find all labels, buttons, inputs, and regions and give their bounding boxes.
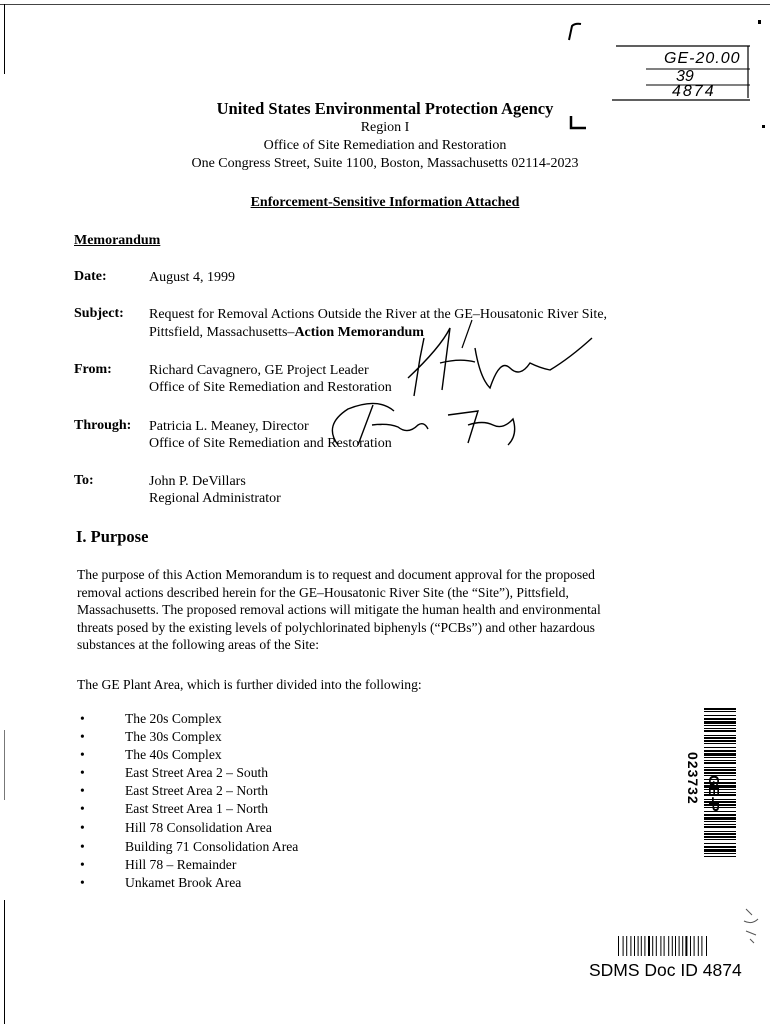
scan-edge-top bbox=[0, 4, 770, 5]
barcode-bar bbox=[704, 824, 736, 825]
list-item-text: East Street Area 2 – North bbox=[125, 783, 269, 798]
list-item-text: East Street Area 2 – South bbox=[125, 765, 269, 780]
signature-through bbox=[318, 395, 528, 455]
stamp-line-2: 39 bbox=[676, 68, 694, 85]
barcode-bar bbox=[704, 743, 736, 744]
sdms-doc-id: SDMS Doc ID 4874 bbox=[589, 960, 742, 980]
list-item-text: Unkamet Brook Area bbox=[125, 875, 242, 890]
paragraph-line: Massachusetts. The proposed removal actions will mitigate the human health and environmental bbox=[77, 602, 601, 618]
barcode-bar bbox=[704, 856, 736, 857]
barcode-bar bbox=[704, 735, 736, 736]
barcode-bar bbox=[704, 715, 736, 716]
list-item-text: The 30s Complex bbox=[125, 729, 222, 744]
barcode-bar bbox=[704, 769, 736, 771]
barcode-bar bbox=[704, 767, 736, 768]
barcode-bar bbox=[704, 817, 736, 820]
barcode-bar bbox=[638, 936, 639, 956]
subject-label: Subject: bbox=[74, 306, 124, 321]
barcode-bar bbox=[685, 936, 687, 956]
list-item-text: The 20s Complex bbox=[125, 711, 222, 726]
through-label: Through: bbox=[74, 418, 132, 433]
barcode-bar bbox=[623, 936, 624, 956]
barcode-bar bbox=[704, 757, 736, 758]
stamp-line-1: GE-20.00 bbox=[664, 50, 741, 67]
barcode-bar bbox=[641, 936, 642, 956]
barcode-bar bbox=[648, 936, 650, 956]
barcode-bar bbox=[704, 836, 736, 838]
to-line-1: John P. DeVillars bbox=[149, 474, 246, 489]
barcode-bar bbox=[704, 760, 736, 761]
barcode-bar bbox=[682, 936, 683, 956]
barcode-bar bbox=[704, 728, 736, 729]
barcode-bar bbox=[630, 936, 631, 956]
barcode-bar bbox=[704, 737, 736, 739]
barcode-bar bbox=[704, 833, 736, 835]
barcode-bar bbox=[704, 708, 736, 710]
date-value: August 4, 1999 bbox=[149, 270, 235, 285]
barcode-bar bbox=[644, 936, 645, 956]
barcode-bar bbox=[660, 936, 661, 956]
barcode-bar bbox=[704, 711, 736, 712]
barcode-bar bbox=[626, 936, 627, 956]
purpose-paragraph bbox=[77, 566, 687, 654]
barcode-bar bbox=[701, 936, 702, 956]
list-item-text: Hill 78 Consolidation Area bbox=[125, 820, 272, 835]
paragraph-line: substances at the following areas of the Site: bbox=[77, 637, 319, 653]
barcode-bar bbox=[706, 936, 707, 956]
list-item-text: Hill 78 – Remainder bbox=[125, 857, 237, 872]
subject-line-2-prefix: Pittsfield, Massachusetts– bbox=[149, 325, 295, 340]
from-line-1: Richard Cavagnero, GE Project Leader bbox=[149, 363, 369, 378]
barcode-bar bbox=[704, 846, 736, 848]
barcode-bar bbox=[704, 839, 736, 840]
signature-from bbox=[380, 318, 600, 403]
barcode-bar bbox=[664, 936, 665, 956]
stamp-line-3: 4874 bbox=[672, 83, 716, 100]
subject-line-2-bold: Action Memorandum bbox=[294, 325, 424, 340]
barcode-bar bbox=[694, 936, 695, 956]
scan-scribble bbox=[740, 905, 762, 945]
plant-area-intro: The GE Plant Area, which is further divided into the following: bbox=[77, 677, 422, 692]
list-item-text: East Street Area 1 – North bbox=[125, 801, 269, 816]
barcode-bar bbox=[704, 718, 736, 720]
sdms-barcode bbox=[618, 936, 708, 956]
barcode-bar bbox=[618, 936, 619, 956]
paragraph-line: The purpose of this Action Memorandum is to request and document approval for the proposed bbox=[77, 567, 595, 582]
barcode-label: GE-P bbox=[705, 775, 722, 812]
barcode-bar bbox=[704, 750, 736, 752]
barcode-bar bbox=[634, 936, 635, 956]
file-stamp bbox=[612, 38, 754, 104]
subject-line-1: Request for Removal Actions Outside the River at the GE–Housatonic River Site, bbox=[149, 307, 608, 322]
scan-edge-left-bottom bbox=[4, 900, 5, 1024]
office-line: Office of Site Remediation and Restoration bbox=[263, 138, 507, 153]
from-label: From: bbox=[74, 362, 112, 377]
barcode-bar bbox=[656, 936, 657, 956]
through-line-1: Patricia L. Meaney, Director bbox=[149, 419, 309, 434]
scan-dot bbox=[758, 20, 761, 24]
barcode-bar bbox=[672, 936, 673, 956]
barcode-bar bbox=[690, 936, 691, 956]
paragraph-line: threats posed by the existing levels of polychlorinated biphenyls (“PCBs”) and other hazardous bbox=[77, 619, 595, 635]
scan-edge-left-mid bbox=[4, 730, 5, 800]
from-line-2: Office of Site Remediation and Restoration bbox=[149, 380, 392, 395]
barcode-bar bbox=[704, 843, 736, 844]
barcode-bar bbox=[704, 762, 736, 764]
date-label: Date: bbox=[74, 269, 107, 284]
agency-title: United States Environmental Protection Agency bbox=[216, 99, 554, 118]
paragraph-line: removal actions described herein for the GE–Housatonic River Site (the “Site”), Pittsfield, bbox=[77, 584, 569, 600]
barcode-bar bbox=[668, 936, 669, 956]
barcode-bar bbox=[675, 936, 676, 956]
scan-edge-left bbox=[4, 4, 5, 74]
address-line: One Congress Street, Suite 1100, Boston, Massachusetts 02114-2023 bbox=[191, 156, 579, 171]
barcode-bar bbox=[704, 740, 736, 742]
section-heading: I. Purpose bbox=[76, 527, 149, 546]
corner-mark bbox=[567, 22, 583, 42]
barcode-bar bbox=[698, 936, 699, 956]
barcode-number: 023732 bbox=[685, 752, 701, 805]
enforcement-notice: Enforcement-Sensitive Information Attached bbox=[250, 195, 520, 210]
barcode-bar bbox=[704, 831, 736, 832]
barcode-bar bbox=[704, 725, 736, 726]
barcode-bar bbox=[704, 849, 736, 852]
barcode-bar bbox=[704, 721, 736, 724]
barcode-bar bbox=[704, 814, 736, 816]
list-item-text: Building 71 Consolidation Area bbox=[125, 839, 299, 854]
barcode-bar bbox=[704, 853, 736, 854]
barcode-bar bbox=[704, 747, 736, 748]
to-label: To: bbox=[74, 473, 94, 488]
list-item-text: The 40s Complex bbox=[125, 747, 222, 762]
through-line-2: Office of Site Remediation and Restoration bbox=[149, 436, 392, 451]
barcode-bar bbox=[704, 772, 736, 774]
barcode-bar bbox=[704, 826, 736, 828]
region-line: Region I bbox=[360, 120, 410, 135]
barcode-bar bbox=[652, 936, 653, 956]
memorandum-heading: Memorandum bbox=[74, 233, 161, 248]
barcode-bar bbox=[704, 730, 736, 732]
barcode-bar bbox=[679, 936, 680, 956]
barcode-bar bbox=[704, 821, 736, 822]
to-line-2: Regional Administrator bbox=[149, 491, 281, 506]
barcode-bar bbox=[704, 753, 736, 756]
